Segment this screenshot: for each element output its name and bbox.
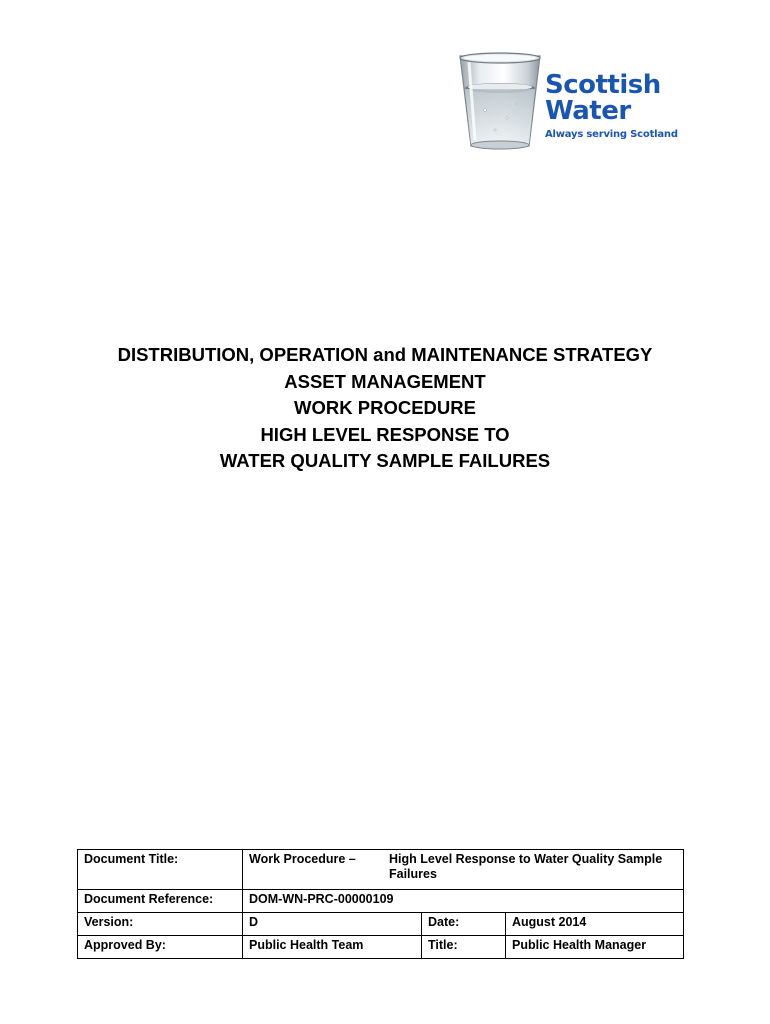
title-line-2: ASSET MANAGEMENT [284,370,486,392]
logo-wordmark [545,72,680,152]
version-label: Version: [78,913,243,936]
table-row-approved-by [78,936,684,959]
table-row-document-title [78,850,684,890]
table-row-version [78,913,684,936]
title-line-3: WORK PROCEDURE [294,397,476,418]
version-value: D [243,913,422,936]
title-line-1: DISTRIBUTION, OPERATION and MAINTENANCE STRATEGY [117,344,653,365]
title-line-4: HIGH LEVEL RESPONSE TO [260,423,510,445]
approver-title-label: Title: [422,936,506,959]
date-value: August 2014 [506,913,684,936]
table-row-document-reference [78,890,684,913]
logo-word-scottish: Scottish [545,70,661,100]
document-reference-label: Document Reference: [78,890,243,913]
water-glass-icon [455,52,545,150]
scottish-water-logo [455,52,678,152]
document-title-value: High Level Response to Water Quality Sample Failures [389,852,663,881]
document-title-cell [243,850,684,890]
document-control-table [77,849,684,959]
document-title-prefix: Work Procedure – [249,852,356,866]
document-title-block [0,342,770,475]
document-reference-value: DOM-WN-PRC-00000109 [243,890,684,913]
date-label: Date: [422,913,506,936]
logo-tagline: Always serving Scotland [545,129,678,140]
approver-title-value: Public Health Manager [506,936,684,959]
logo-word-water: Water [545,96,631,126]
approved-by-value: Public Health Team [243,936,422,959]
approved-by-label: Approved By: [78,936,243,959]
title-line-5: WATER QUALITY SAMPLE FAILURES [219,450,551,471]
document-title-label: Document Title: [78,850,243,890]
